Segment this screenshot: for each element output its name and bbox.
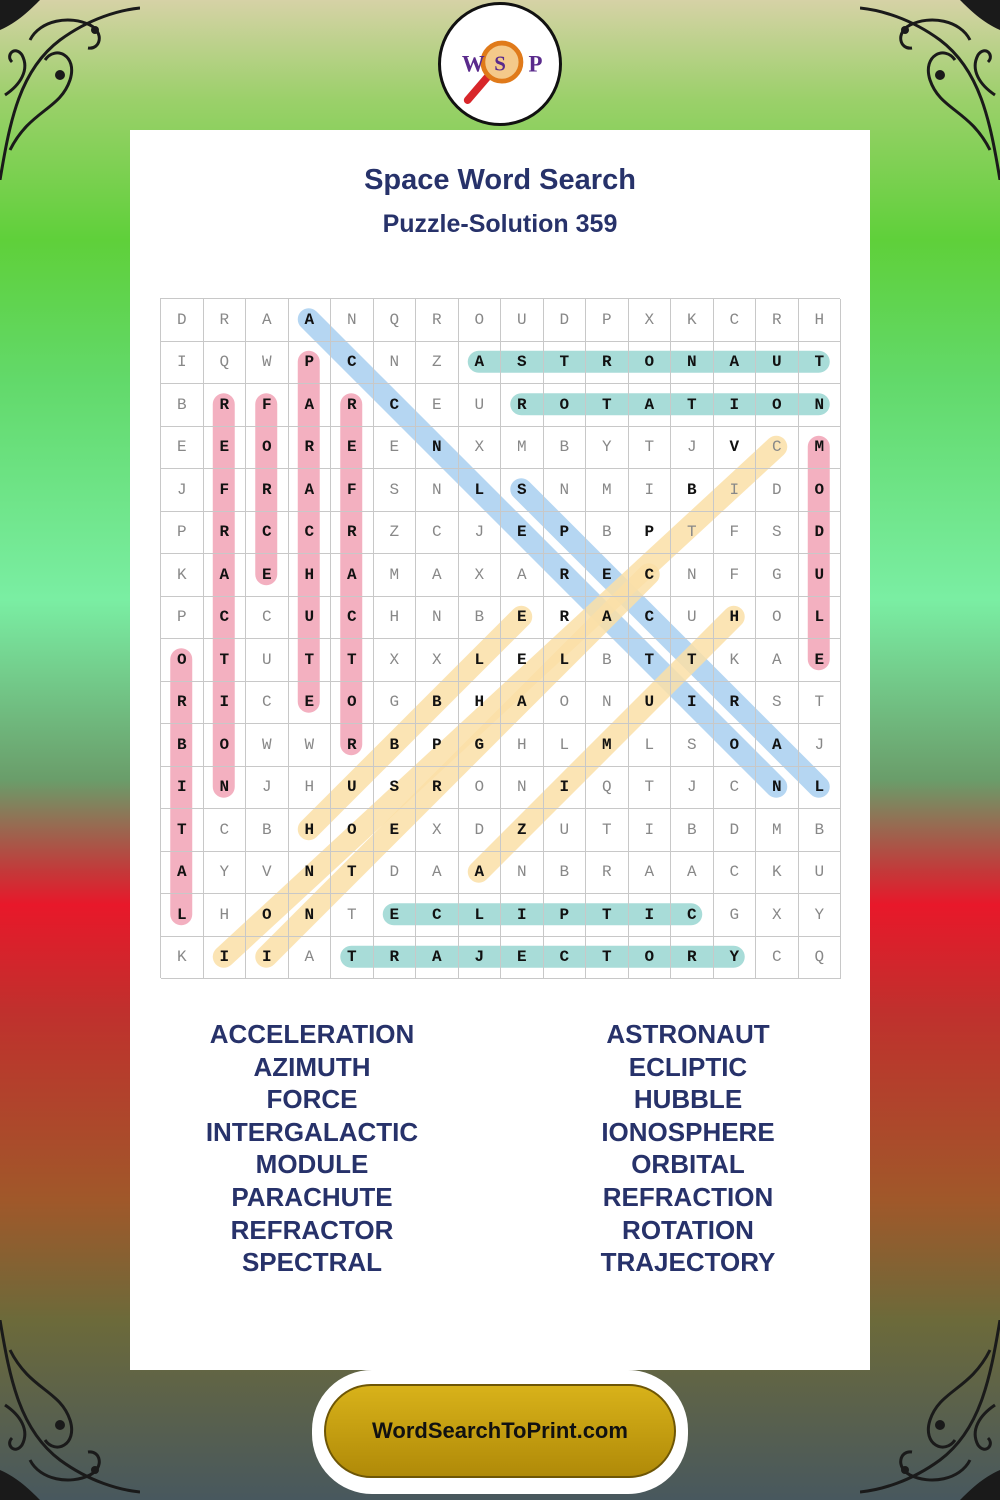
word-list-item: ACCELERATION [209, 1019, 415, 1049]
grid-cell: R [204, 384, 247, 427]
grid-cell: P [544, 894, 587, 937]
grid-cell: Q [586, 767, 629, 810]
grid-cell: R [714, 682, 757, 725]
grid-cell: A [459, 342, 502, 385]
grid-cell: O [459, 767, 502, 810]
grid-cell: G [714, 894, 757, 937]
grid-cell: U [501, 299, 544, 342]
grid-cell: R [331, 384, 374, 427]
word-list [130, 1018, 870, 1288]
grid-cell: A [289, 937, 332, 980]
word-list-item: REFRACTION [602, 1181, 774, 1212]
grid-cell: I [629, 809, 672, 852]
grid-cell: C [246, 512, 289, 555]
grid-cell: O [331, 809, 374, 852]
grid-cell: M [374, 554, 417, 597]
grid-cell: R [289, 427, 332, 470]
grid-cell: X [629, 299, 672, 342]
word-list-item: PARACHUTE [231, 1181, 393, 1212]
grid-cell: I [714, 469, 757, 512]
grid-cell: T [331, 937, 374, 980]
grid-cell: P [289, 342, 332, 385]
grid-cell: R [331, 724, 374, 767]
grid-cell: C [714, 299, 757, 342]
word-list-item: TRAJECTORY [600, 1247, 776, 1278]
grid-cell: N [289, 894, 332, 937]
grid-cell: B [586, 639, 629, 682]
grid-cell: R [671, 937, 714, 980]
grid-cell: C [204, 597, 247, 640]
grid-cell: N [374, 342, 417, 385]
word-list-item: SPECTRAL [241, 1247, 383, 1278]
grid-cell: B [459, 597, 502, 640]
word-list-item: ROTATION [622, 1214, 754, 1245]
grid-cell: H [459, 682, 502, 725]
grid-cell: W [289, 724, 332, 767]
grid-cell: I [544, 767, 587, 810]
grid-cell: L [629, 724, 672, 767]
grid-cell: R [586, 342, 629, 385]
grid-cell: F [331, 469, 374, 512]
grid-cell: E [289, 682, 332, 725]
word-list-item: FORCE [266, 1084, 358, 1115]
grid-cell: A [416, 937, 459, 980]
grid-cell: S [756, 512, 799, 555]
grid-cell: G [459, 724, 502, 767]
grid-cell: I [714, 384, 757, 427]
grid-cell: A [714, 342, 757, 385]
grid-cell: C [331, 342, 374, 385]
grid-cell: C [671, 894, 714, 937]
grid-cell: A [459, 852, 502, 895]
grid-cell: T [331, 852, 374, 895]
grid-cell: N [204, 767, 247, 810]
grid-cell: U [629, 682, 672, 725]
grid-cell: B [799, 809, 842, 852]
magnifier-logo-icon [441, 5, 559, 123]
site-logo[interactable] [438, 2, 562, 126]
letter-grid [160, 298, 840, 978]
grid-cell: J [161, 469, 204, 512]
grid-cell: R [544, 597, 587, 640]
grid-cell: E [204, 427, 247, 470]
grid-cell: C [756, 427, 799, 470]
grid-cell: T [204, 639, 247, 682]
grid-cell: L [544, 724, 587, 767]
grid-cell: Y [204, 852, 247, 895]
grid-cell: L [799, 597, 842, 640]
grid-cell: C [331, 597, 374, 640]
word-list-right [538, 1018, 838, 1279]
grid-cell: N [671, 342, 714, 385]
grid-cell: A [629, 384, 672, 427]
grid-cell: L [544, 639, 587, 682]
grid-cell: A [289, 299, 332, 342]
grid-cell: P [586, 299, 629, 342]
grid-cell: C [714, 852, 757, 895]
grid-cell: I [246, 937, 289, 980]
grid-cell: Z [374, 512, 417, 555]
grid-cell: A [331, 554, 374, 597]
grid-cell: N [671, 554, 714, 597]
grid-cell: T [586, 937, 629, 980]
grid-cell: B [161, 724, 204, 767]
grid-cell: P [161, 597, 204, 640]
grid-cell: D [714, 809, 757, 852]
grid-cell: Q [799, 937, 842, 980]
word-list-item: AZIMUTH [253, 1051, 371, 1082]
grid-cell: I [204, 937, 247, 980]
grid-cell: E [331, 427, 374, 470]
grid-cell: C [756, 937, 799, 980]
grid-cell: I [629, 469, 672, 512]
grid-cell: B [161, 384, 204, 427]
grid-cell: F [246, 384, 289, 427]
grid-cell: I [204, 682, 247, 725]
grid-cell: A [246, 299, 289, 342]
grid-cell: Q [204, 342, 247, 385]
grid-cell: R [586, 852, 629, 895]
grid-cell: A [671, 852, 714, 895]
grid-cell: T [544, 342, 587, 385]
grid-cell: O [756, 597, 799, 640]
grid-cell: L [459, 469, 502, 512]
grid-cell: M [799, 427, 842, 470]
grid-cell: M [586, 469, 629, 512]
grid-cell: O [756, 384, 799, 427]
grid-cell: Y [586, 427, 629, 470]
grid-cell: I [671, 682, 714, 725]
word-list-left [162, 1018, 462, 1279]
grid-cell: E [161, 427, 204, 470]
grid-cell: V [246, 852, 289, 895]
word-list-item: HUBBLE [633, 1084, 743, 1115]
grid-cell: U [671, 597, 714, 640]
word-list-item: INTERGALACTIC [205, 1116, 419, 1147]
grid-cell: F [204, 469, 247, 512]
grid-cell: R [331, 512, 374, 555]
grid-cell: N [501, 852, 544, 895]
grid-cell: P [629, 512, 672, 555]
grid-cell: I [629, 894, 672, 937]
grid-cell: C [416, 894, 459, 937]
word-list-item: MODULE [255, 1149, 369, 1180]
grid-cell: V [714, 427, 757, 470]
page-subtitle: Puzzle-Solution 359 [382, 210, 618, 238]
grid-cell: K [714, 639, 757, 682]
grid-cell: R [374, 937, 417, 980]
grid-cell: C [629, 597, 672, 640]
grid-cell: K [161, 937, 204, 980]
grid-cell: J [459, 512, 502, 555]
grid-cell: E [501, 937, 544, 980]
grid-cell: L [161, 894, 204, 937]
grid-cell: O [204, 724, 247, 767]
page-title: Space Word Search [364, 164, 636, 196]
grid-cell: Z [501, 809, 544, 852]
grid-cell: N [586, 682, 629, 725]
grid-cell: A [416, 852, 459, 895]
grid-cell: W [246, 724, 289, 767]
grid-cell: R [416, 299, 459, 342]
grid-cell: O [544, 682, 587, 725]
grid-cell: H [204, 894, 247, 937]
grid-cell: N [799, 384, 842, 427]
grid-cell: O [161, 639, 204, 682]
grid-cell: X [756, 894, 799, 937]
grid-cell: E [246, 554, 289, 597]
grid-cell: J [671, 427, 714, 470]
word-list-item: ECLIPTIC [628, 1051, 748, 1082]
grid-cell: W [246, 342, 289, 385]
ornament-corner-bottom-right [860, 1320, 1000, 1500]
grid-cell: H [374, 597, 417, 640]
grid-cell: C [629, 554, 672, 597]
grid-cell: H [289, 554, 332, 597]
grid-cell: N [544, 469, 587, 512]
grid-cell: T [671, 512, 714, 555]
grid-cell: I [161, 767, 204, 810]
grid-cell: N [289, 852, 332, 895]
grid-cell: T [799, 342, 842, 385]
grid-cell: O [331, 682, 374, 725]
grid-cell: S [501, 469, 544, 512]
grid-cell: Y [799, 894, 842, 937]
grid-cell: T [586, 809, 629, 852]
word-list-item: IONOSPHERE [601, 1116, 775, 1147]
grid-cell: B [544, 427, 587, 470]
grid-cell: A [161, 852, 204, 895]
grid-cell: A [501, 682, 544, 725]
grid-cell: E [501, 597, 544, 640]
grid-cell: D [799, 512, 842, 555]
grid-cell: C [416, 512, 459, 555]
grid-cell: D [161, 299, 204, 342]
grid-cell: J [459, 937, 502, 980]
grid-cell: C [714, 767, 757, 810]
grid-cell: X [416, 809, 459, 852]
grid-cell: C [544, 937, 587, 980]
grid-cell: B [671, 809, 714, 852]
grid-cell: R [544, 554, 587, 597]
grid-cell: N [331, 299, 374, 342]
grid-cell: T [671, 639, 714, 682]
grid-cell: Y [714, 937, 757, 980]
grid-cell: U [246, 639, 289, 682]
grid-cell: A [756, 639, 799, 682]
grid-cell: B [416, 682, 459, 725]
grid-cell: X [416, 639, 459, 682]
grid-cell: D [374, 852, 417, 895]
grid-cell: N [501, 767, 544, 810]
ornament-corner-top-right [860, 0, 1000, 180]
grid-cell: O [629, 342, 672, 385]
grid-cell: R [416, 767, 459, 810]
grid-cell: C [204, 809, 247, 852]
grid-cell: J [671, 767, 714, 810]
grid-cell: M [586, 724, 629, 767]
grid-cell: O [629, 937, 672, 980]
grid-cell: K [161, 554, 204, 597]
grid-cell: A [289, 384, 332, 427]
grid-cell: T [586, 384, 629, 427]
grid-cell: T [331, 639, 374, 682]
grid-cell: C [374, 384, 417, 427]
grid-cell: T [629, 767, 672, 810]
grid-cell: P [161, 512, 204, 555]
grid-cell: H [799, 299, 842, 342]
logo-letter-w: W [461, 51, 485, 77]
website-link-button[interactable]: WordSearchToPrint.com [324, 1384, 676, 1478]
grid-cell: A [629, 852, 672, 895]
grid-cell: D [459, 809, 502, 852]
grid-cell: C [289, 512, 332, 555]
grid-cell: T [161, 809, 204, 852]
grid-cell: S [501, 342, 544, 385]
word-grid-area [160, 298, 840, 978]
word-list-item: REFRACTOR [230, 1214, 394, 1245]
grid-cell: B [586, 512, 629, 555]
grid-cell: A [416, 554, 459, 597]
grid-cell: A [756, 724, 799, 767]
grid-cell: A [289, 469, 332, 512]
grid-cell: T [331, 894, 374, 937]
grid-cell: R [246, 469, 289, 512]
grid-cell: X [459, 554, 502, 597]
logo-letter-p: P [528, 51, 543, 77]
grid-cell: O [246, 427, 289, 470]
grid-cell: N [416, 469, 459, 512]
grid-cell: T [629, 639, 672, 682]
grid-cell: U [544, 809, 587, 852]
grid-cell: K [671, 299, 714, 342]
grid-cell: N [416, 597, 459, 640]
ornament-corner-top-left [0, 0, 140, 180]
grid-cell: U [799, 554, 842, 597]
grid-cell: B [374, 724, 417, 767]
word-list-item: ORBITAL [631, 1149, 745, 1180]
grid-cell: E [374, 809, 417, 852]
grid-cell: D [544, 299, 587, 342]
grid-cell: F [714, 554, 757, 597]
grid-cell: H [501, 724, 544, 767]
grid-cell: P [416, 724, 459, 767]
grid-cell: R [161, 682, 204, 725]
grid-cell: C [246, 597, 289, 640]
grid-cell: O [799, 469, 842, 512]
grid-cell: A [501, 554, 544, 597]
grid-cell: B [544, 852, 587, 895]
grid-cell: R [501, 384, 544, 427]
grid-cell: C [246, 682, 289, 725]
ornament-corner-bottom-left [0, 1320, 140, 1500]
grid-cell: B [246, 809, 289, 852]
grid-cell: N [756, 767, 799, 810]
grid-cell: O [246, 894, 289, 937]
grid-cell: X [374, 639, 417, 682]
grid-cell: H [289, 767, 332, 810]
grid-cell: M [756, 809, 799, 852]
grid-cell: P [544, 512, 587, 555]
grid-cell: O [544, 384, 587, 427]
grid-cell: S [374, 767, 417, 810]
grid-cell: I [161, 342, 204, 385]
grid-cell: U [289, 597, 332, 640]
grid-cell: S [671, 724, 714, 767]
grid-cell: T [289, 639, 332, 682]
grid-cell: A [204, 554, 247, 597]
grid-cell: T [671, 384, 714, 427]
puzzle-panel [130, 130, 870, 1370]
grid-cell: T [799, 682, 842, 725]
grid-cell: U [756, 342, 799, 385]
grid-cell: J [799, 724, 842, 767]
grid-cell: S [374, 469, 417, 512]
grid-cell: H [714, 597, 757, 640]
grid-cell: L [459, 894, 502, 937]
grid-cell: A [586, 597, 629, 640]
grid-cell: G [374, 682, 417, 725]
grid-cell: E [374, 427, 417, 470]
grid-cell: S [756, 682, 799, 725]
grid-cell: E [374, 894, 417, 937]
grid-cell: E [586, 554, 629, 597]
grid-cell: E [799, 639, 842, 682]
grid-cell: J [246, 767, 289, 810]
grid-cell: R [204, 512, 247, 555]
grid-cell: E [501, 639, 544, 682]
grid-cell: Q [374, 299, 417, 342]
word-list-item: ASTRONAUT [606, 1019, 770, 1049]
grid-cell: M [501, 427, 544, 470]
grid-cell: O [459, 299, 502, 342]
grid-cell: H [289, 809, 332, 852]
grid-cell: T [586, 894, 629, 937]
grid-cell: G [756, 554, 799, 597]
grid-cell: F [714, 512, 757, 555]
grid-cell: U [799, 852, 842, 895]
grid-cell: U [459, 384, 502, 427]
grid-cell: O [714, 724, 757, 767]
grid-cell: N [416, 427, 459, 470]
grid-cell: Z [416, 342, 459, 385]
grid-cell: T [629, 427, 672, 470]
grid-cell: K [756, 852, 799, 895]
grid-cell: E [416, 384, 459, 427]
footer-badge [312, 1370, 688, 1494]
grid-cell: U [331, 767, 374, 810]
grid-cell: I [501, 894, 544, 937]
logo-letter-s: S [494, 51, 506, 76]
grid-cell: B [671, 469, 714, 512]
grid-cell: E [501, 512, 544, 555]
grid-cell: L [459, 639, 502, 682]
grid-cell: L [799, 767, 842, 810]
grid-cell: D [756, 469, 799, 512]
grid-cell: R [756, 299, 799, 342]
grid-cell: X [459, 427, 502, 470]
grid-cell: R [204, 299, 247, 342]
